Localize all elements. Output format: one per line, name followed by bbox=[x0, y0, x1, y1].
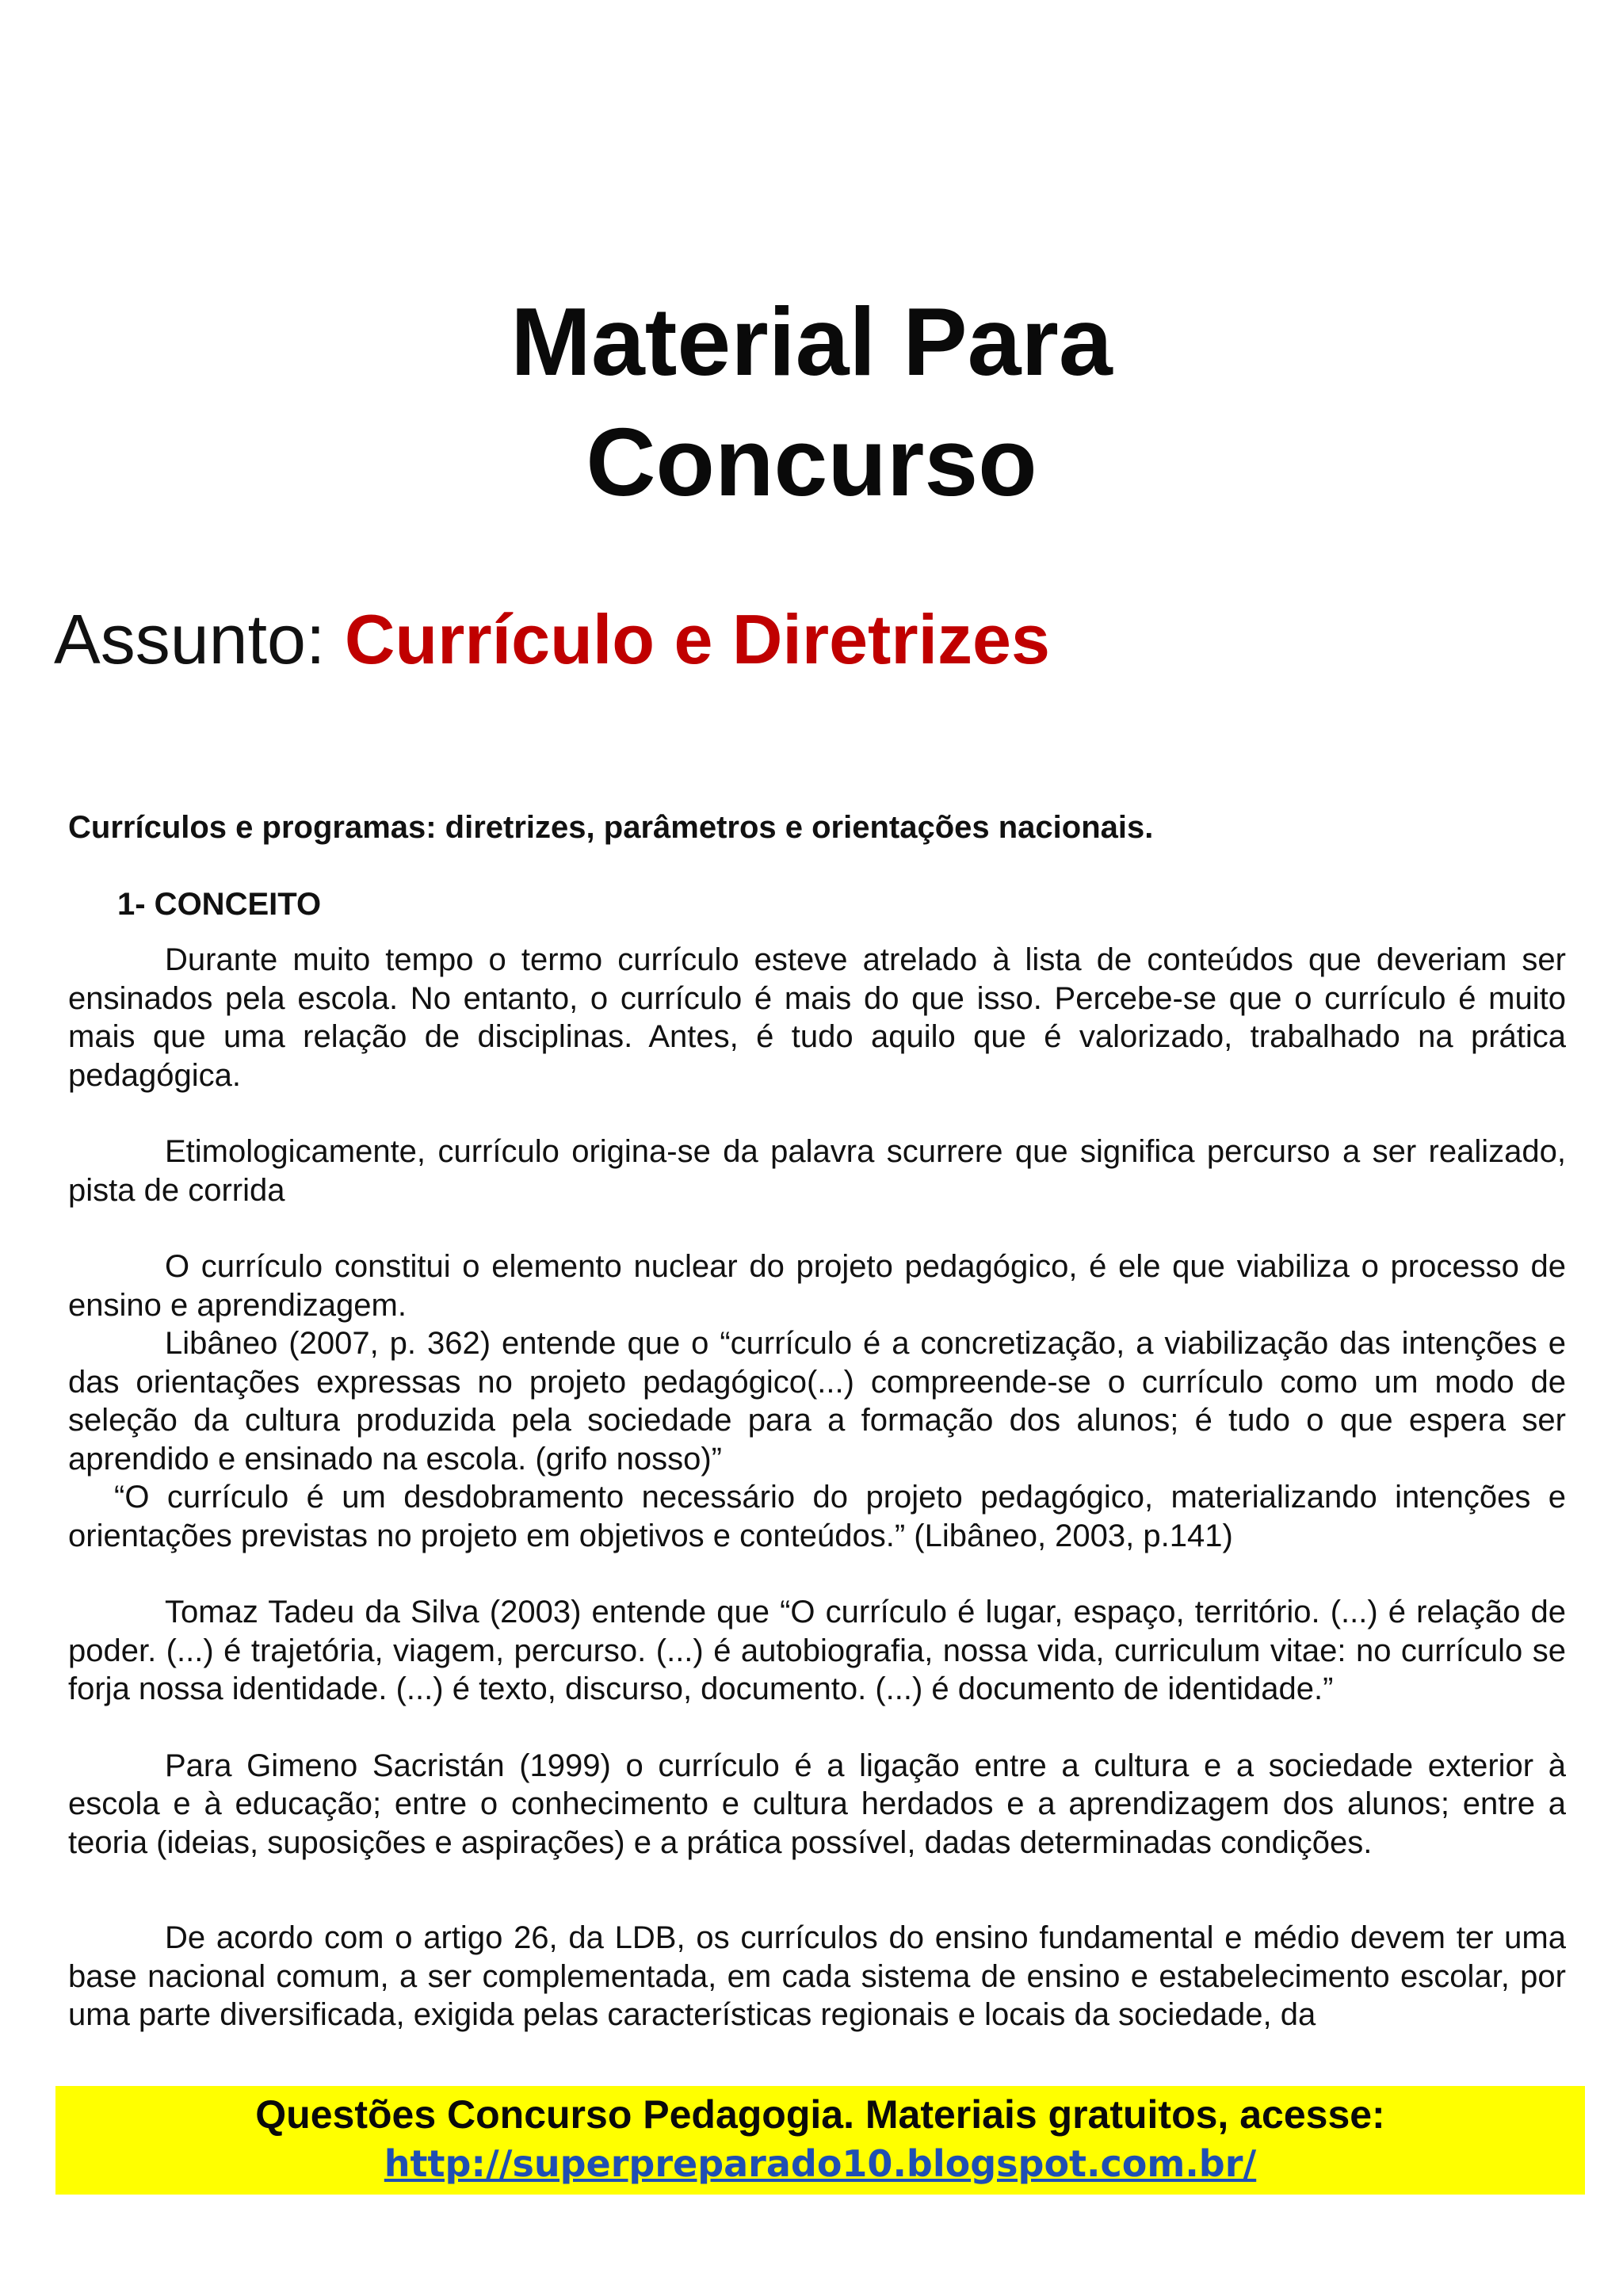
page-title bbox=[0, 281, 1623, 522]
paragraph-ldb: De acordo com o artigo 26, da LDB, os currículos do ensino fundamental e médio devem ter uma base nacional comum, a ser complementada, em cada sistema de ensino e estabelecimento escolar, por uma parte diversificada, exigida pelas características regionais e locais da sociedade, da bbox=[68, 1920, 1566, 2032]
paragraph-libaneo-2003: “O currículo é um desdobramento necessário do projeto pedagógico, materializando intenções e orientações previstas no projeto em objetivos e conteúdos.” (Libâneo, 2003, p.141) bbox=[68, 1480, 1566, 1553]
document-body bbox=[68, 808, 1566, 2034]
section-heading: Currículos e programas: diretrizes, parâmetros e orientações nacionais. bbox=[68, 810, 1154, 845]
footer-banner bbox=[55, 2086, 1585, 2195]
page-title-line-2: Concurso bbox=[586, 408, 1037, 516]
page-title-line-1: Material Para bbox=[510, 288, 1113, 395]
footer-link[interactable]: http://superpreparado10.blogspot.com.br/ bbox=[384, 2142, 1257, 2185]
paragraph-etimologia: Etimologicamente, currículo origina-se da palavra scurrere que significa percurso a ser realizado, pista de corrida bbox=[68, 1134, 1566, 1208]
paragraph-libaneo-2007: Libâneo (2007, p. 362) entende que o “currículo é a concretização, a viabilização das intenções e das orientações expressas no projeto pedagógico(...) compreende-se o currículo como um modo de seleção da cultura produzida pela sociedade para a formação dos alunos; é tudo o que espera ser aprendido e ensinado na escola. (grifo nosso)” bbox=[68, 1326, 1566, 1477]
section-number-conceito: 1- CONCEITO bbox=[117, 886, 322, 922]
paragraph-elemento-nuclear: O currículo constitui o elemento nuclear do projeto pedagógico, é ele que viabiliza o processo de ensino e aprendizagem. bbox=[68, 1249, 1566, 1323]
subject-value: Currículo e Diretrizes bbox=[344, 600, 1050, 678]
paragraph-tomaz-tadeu: Tomaz Tadeu da Silva (2003) entende que “O currículo é lugar, espaço, território. (...) é relação de poder. (...) é trajetória, viagem, percurso. (...) é autobiografia, nossa vida, curriculum vitae: no currículo se forja nossa identidade. (...) é texto, discurso, documento. (...) é documento de identidade.” bbox=[68, 1595, 1566, 1706]
subject-heading bbox=[54, 596, 1050, 683]
paragraph-intro: Durante muito tempo o termo currículo esteve atrelado à lista de conteúdos que deveriam ser ensinados pela escola. No entanto, o currículo é mais do que isso. Percebe-se que o currículo é muito mais que uma relação de disciplinas. Antes, é tudo aquilo que é valorizado, trabalhado na prática pedagógica. bbox=[68, 942, 1566, 1093]
paragraph-sacristan: Para Gimeno Sacristán (1999) o currículo é a ligação entre a cultura e a sociedade exterior à escola e à educação; entre o conhecimento e cultura herdados e a aprendizagem dos alunos; entre a teoria (ideias, suposições e aspirações) e a prática possível, dadas determinadas condições. bbox=[68, 1748, 1566, 1860]
subject-label: Assunto: bbox=[54, 600, 345, 678]
footer-text: Questões Concurso Pedagogia. Materiais gratuitos, acesse: bbox=[255, 2092, 1385, 2137]
